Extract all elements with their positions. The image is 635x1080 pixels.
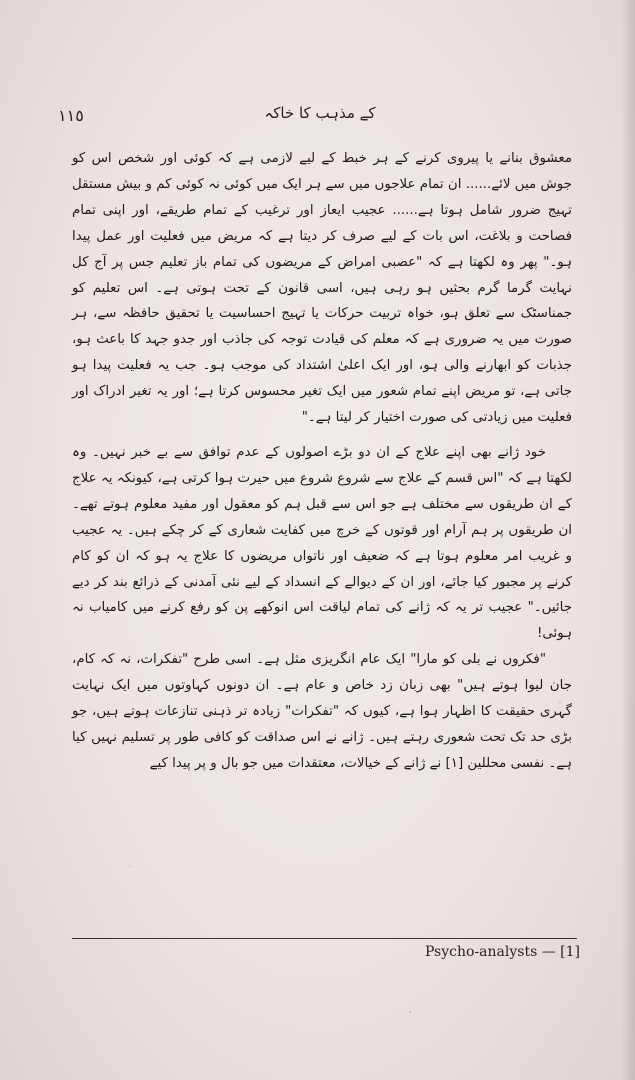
footnote: Psycho-analysts — [1] bbox=[425, 944, 580, 960]
footnote-divider bbox=[72, 938, 577, 939]
paragraph-gap bbox=[72, 431, 572, 440]
body-text bbox=[72, 146, 572, 777]
page-edge-shadow bbox=[621, 0, 635, 1080]
paragraph-2: خود ژانے بھی اپنے علاج کے ان دو بڑے اصولوں کے عدم توافق سے بے خبر نہیں۔ وہ لکھتا ہے کہ "اس قسم کے علاج سے شروع شروع میں حیرت ہوا کرتی ہے، کیونکہ یہ علاج کے ان طریقوں سے مختلف ہے جو اس سے قبل ہم کو معقول اور مفید معلوم ہوتے تھے۔ ان طریقوں پر ہم آرام اور قوتوں کے خرچ میں کفایت شعاری کے کر چکے ہیں۔ یہ عجیب و غریب امر معلوم ہوتا ہے کہ ضعیف اور ناتواں مریضوں کا علاج یہ ہو کہ ان کو کام کرنے پر مجبور کیا جائے، اور ان کے دیوالے کے انسداد کے لیے نئی آمدنی کے ذرائع بند کر دیے جائیں۔" عجیب تر یہ کہ ژانے کی تمام لیاقت اس انوکھے پن کو رفع کرنے میں کامیاب نہ ہوئی! bbox=[72, 444, 572, 642]
running-header bbox=[40, 100, 600, 130]
paragraph-1: معشوق بنانے یا پیروی کرنے کے ہر خبط کے لیے لازمی ہے کہ کوئی اور شخص اس کو جوش میں لائے...... ان تمام علاجوں میں سے ہر ایک میں کوئی نہ کوئی کم و بیش مستقل تہیج ضرور شامل ہوتا ہے...... عجیب ایعاز اور ترغیب کے تمام طریقے، اور اپنی تمام فصاحت و بلاغت، اس بات کے لیے صرف کر دیتا ہے کہ مریض میں فعلیت اور عمل پیدا ہو۔" پھر وہ لکھتا ہے کہ "عصبی امراض کے مریضوں کی تمام باز تعلیم جس پر آج کل نہایت گرما گرم بحثیں ہو رہی ہیں، اسی قانون کے تحت ہوتی ہے۔ اس تعلیم کو جمناسٹک سے تعلق ہو، خواہ تربیت حرکات یا تہیج احساسیت یا تحقیق حافظہ سے، ہر صورت میں یہ ضروری ہے کہ معلم کی قیادت توجہ کی جاذب اور جدو جہد کا باعث ہو، جذبات کو ابھارنے والی ہو، اور ایک اعلیٰ اشتداد کی موجب ہو۔ جب یہ فعلیت پیدا ہو جاتی ہے، تو مریض اپنے تمام شعور میں ایک تغیر محسوس کرتا ہے؛ اور یہ تغیر ادراک اور فعلیت میں زیادتی کی صورت اختیار کر لیتا ہے۔" bbox=[72, 151, 572, 426]
page-number: ۱۱٥ bbox=[58, 106, 84, 125]
paragraph-3: "فکروں نے بلی کو مارا" ایک عام انگریزی مثل ہے۔ اسی طرح "تفکرات، نہ کہ کام، جان لیوا ہوتے ہیں" بھی زبان زد خاص و عام ہے۔ ان دونوں کہاوتوں میں ایک نہایت گہری حقیقت کا اظہار ہوا ہے، کیوں کہ "تفکرات" زیادہ تر ذہنی تنازعات ہوتے ہیں، جو بڑی حد تک تحت شعوری رہتے ہیں۔ ژانے نے اس صداقت کو کافی طور پر تسلیم نہیں کیا ہے۔ نفسی محللین [۱] نے ژانے کے خیالات، معتقدات میں جو بال و پر پیدا کیے bbox=[72, 652, 572, 771]
running-title: کے مذہب کا خاکہ bbox=[264, 104, 376, 122]
